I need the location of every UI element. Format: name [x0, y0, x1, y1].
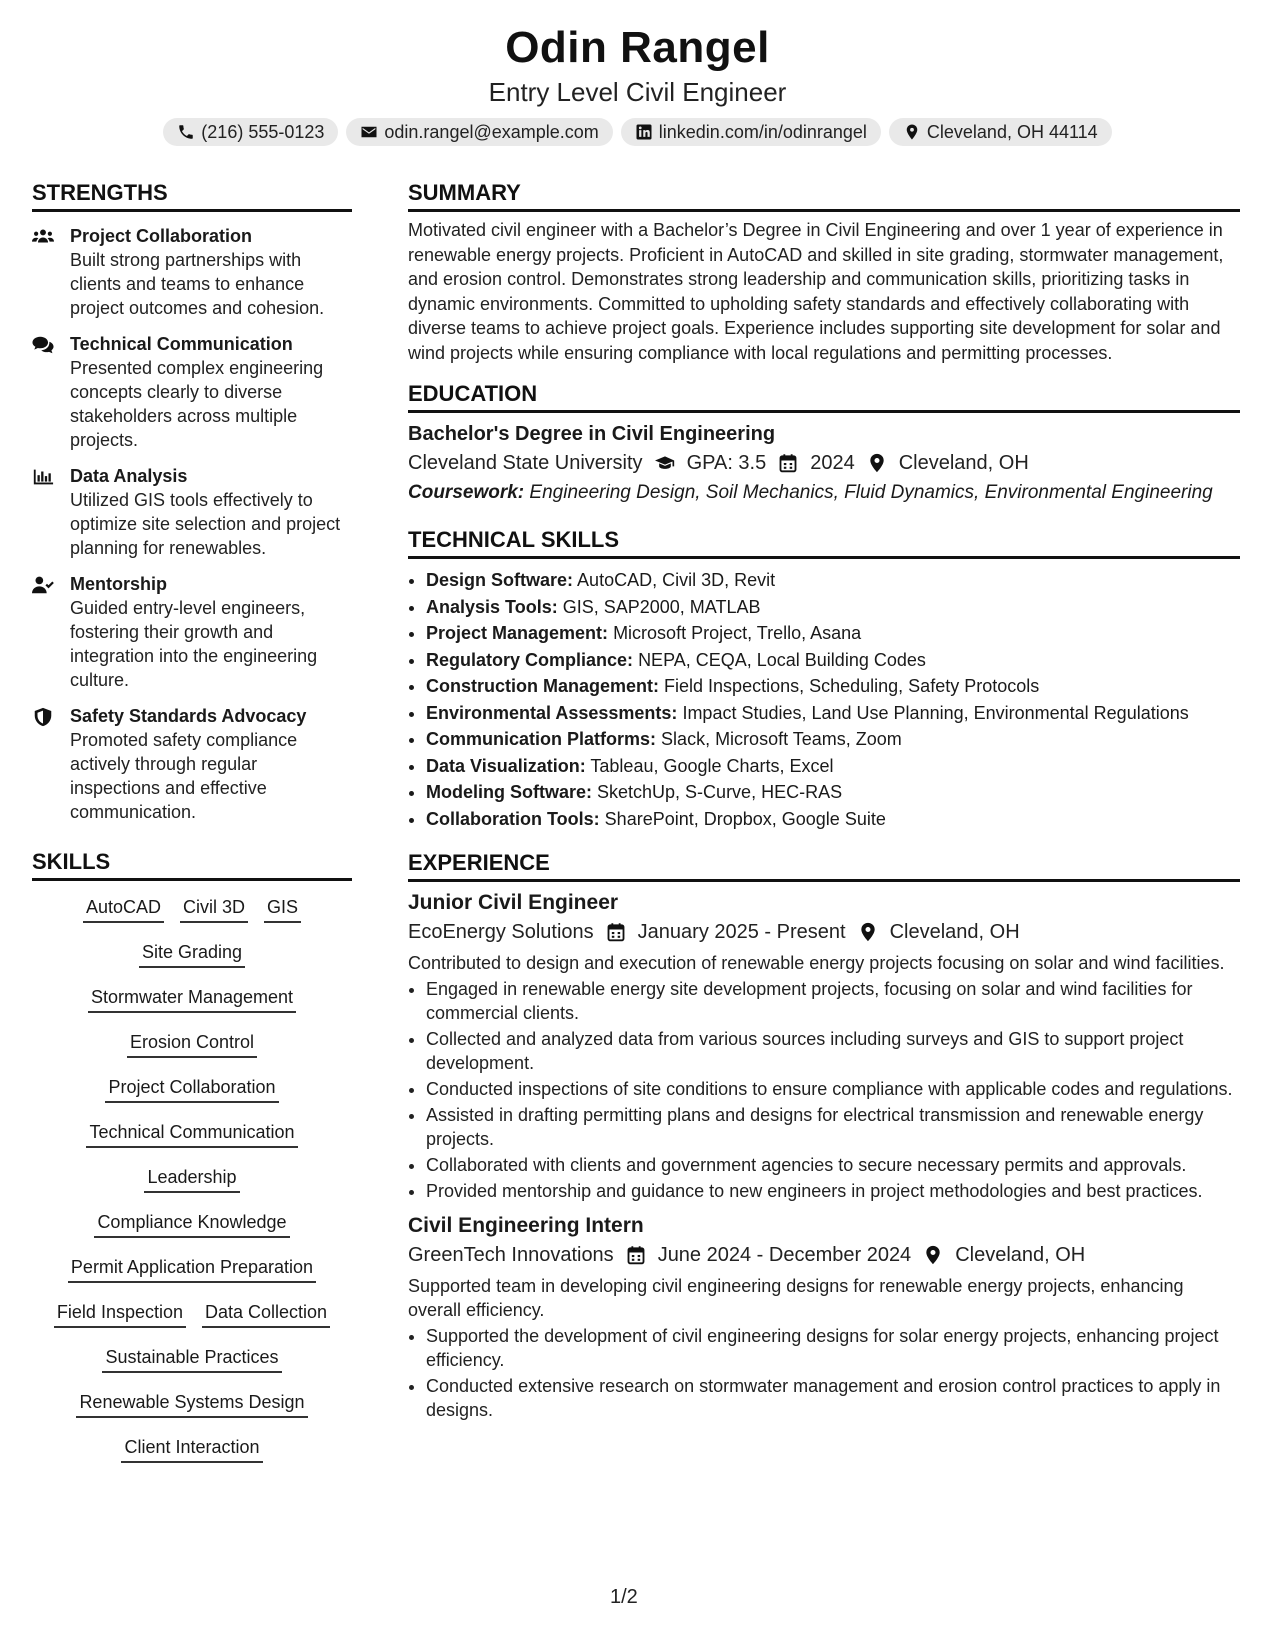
contact-phone[interactable]	[163, 118, 338, 146]
skill-category: Collaboration Tools:	[426, 808, 600, 829]
graduation-cap-icon	[655, 453, 675, 473]
list-item: • Conducted inspections of site conditions to ensure compliance with applicable codes and regulations.	[426, 1077, 1240, 1101]
calendar-icon	[606, 922, 626, 942]
skill-values: SharePoint, Dropbox, Google Suite	[604, 808, 886, 829]
skill-tag: Site Grading	[139, 940, 245, 968]
strengths-heading: STRENGTHS	[32, 178, 352, 212]
job-title: Junior Civil Engineer	[408, 891, 619, 914]
education-meta	[408, 449, 1240, 477]
skills-line	[32, 1435, 352, 1480]
list-item: • Collected and analyzed data from various sources including surveys and GIS to support project development.	[426, 1027, 1240, 1075]
candidate-title: Entry Level Civil Engineer	[488, 77, 787, 107]
skill-tag: GIS	[264, 895, 301, 923]
shield-icon	[32, 705, 70, 824]
right-column	[408, 178, 1240, 1424]
list-item	[426, 647, 1240, 674]
list-item: • Assisted in drafting permitting plans and designs for electrical transmission and renewable energy projects.	[426, 1103, 1240, 1151]
skill-category: Communication Platforms:	[426, 729, 657, 749]
map-pin-icon	[867, 453, 887, 473]
strength-item	[32, 333, 352, 452]
skills-line	[32, 1120, 352, 1165]
calendar-icon	[626, 1245, 646, 1265]
strength-item	[32, 705, 352, 824]
list-item: • Conducted extensive research on stormwater management and erosion control practices to apply in designs.	[426, 1374, 1240, 1422]
skill-tag: Project Collaboration	[105, 1075, 278, 1103]
contact-linkedin-text: linkedin.com/in/odinrangel	[658, 122, 867, 142]
skills-line	[32, 1300, 352, 1345]
skills-line	[32, 985, 352, 1030]
strength-title: Data Analysis	[70, 466, 188, 486]
skills-line	[32, 1075, 352, 1120]
skill-category: Project Management:	[426, 623, 609, 643]
school-location: Cleveland, OH	[898, 452, 1029, 474]
resume-header	[0, 0, 1275, 146]
skill-tag: Field Inspection	[54, 1300, 186, 1328]
list-item: • Supported the development of civil engineering designs for solar energy projects, enhancing project efficiency.	[426, 1324, 1240, 1372]
coursework	[408, 481, 1240, 505]
contact-location[interactable]	[889, 118, 1112, 146]
experience-heading: EXPERIENCE	[408, 848, 1240, 882]
strength-title: Project Collaboration	[70, 226, 253, 246]
skill-category: Regulatory Compliance:	[426, 649, 634, 670]
skill-tag: Compliance Knowledge	[94, 1210, 289, 1238]
summary-text: Motivated civil engineer with a Bachelor’s Degree in Civil Engineering and over 1 year of experience in renewable energy projects. Proficient in AutoCAD and skilled in site grading, stormwater management, and erosion control. Demonstrates strong leadership and communication skills, prioritizing tasks in dynamic environments. Committed to upholding safety standards and effectively collaborating with diverse teams to achieve project goals. Experience includes supporting site development for solar and wind projects while ensuring compliance with local regulations and permitting processes.	[408, 220, 1224, 363]
skill-tag: Erosion Control	[127, 1030, 257, 1058]
skill-tag: Client Interaction	[121, 1435, 262, 1463]
skill-category: Data Visualization:	[426, 755, 586, 776]
map-pin-icon	[923, 1245, 943, 1265]
skill-values: Impact Studies, Land Use Planning, Environmental Regulations	[682, 702, 1189, 723]
strength-title: Mentorship	[70, 574, 167, 594]
list-item: • Provided mentorship and guidance to new engineers in project methodologies and best practices.	[426, 1179, 1240, 1203]
summary-heading: SUMMARY	[408, 178, 1240, 212]
page-number: 1/2	[610, 1586, 638, 1608]
skills-line	[32, 1030, 352, 1075]
job-entry	[408, 1213, 1240, 1422]
skill-values: Tableau, Google Charts, Excel	[590, 755, 834, 776]
skills-line	[32, 940, 352, 985]
skill-tag: AutoCAD	[83, 895, 164, 923]
strength-description: Promoted safety compliance actively through regular inspections and effective communication.	[70, 730, 298, 822]
skills-line	[32, 895, 352, 940]
strength-item	[32, 225, 352, 320]
skill-category: Environmental Assessments:	[426, 702, 678, 723]
skill-category: Design Software:	[426, 570, 574, 590]
strength-description: Built strong partnerships with clients and teams to enhance project outcomes and cohesion.	[70, 250, 325, 318]
degree-title: Bachelor's Degree in Civil Engineering	[408, 423, 776, 445]
skill-values: Field Inspections, Scheduling, Safety Protocols	[664, 676, 1040, 696]
job-dates: January 2025 - Present	[637, 921, 846, 943]
job-bullets	[408, 1324, 1240, 1422]
education-heading: EDUCATION	[408, 379, 1240, 413]
skill-tag: Data Collection	[202, 1300, 330, 1328]
envelope-icon	[360, 123, 378, 141]
linkedin-icon	[635, 123, 653, 141]
skill-values: Slack, Microsoft Teams, Zoom	[661, 729, 902, 749]
job-title: Civil Engineering Intern	[408, 1214, 644, 1237]
contact-phone-text: (216) 555-0123	[201, 122, 325, 142]
list-item	[426, 753, 1240, 780]
strength-description: Guided entry-level engineers, fostering their growth and integration into the engineering culture.	[70, 598, 318, 690]
strength-title: Safety Standards Advocacy	[70, 706, 307, 726]
skill-tag: Permit Application Preparation	[68, 1255, 316, 1283]
skill-values: GIS, SAP2000, MATLAB	[562, 596, 761, 617]
contact-email[interactable]	[346, 118, 612, 146]
graduation-year: 2024	[810, 452, 855, 474]
list-item	[426, 620, 1240, 647]
skill-tag: Stormwater Management	[88, 985, 296, 1013]
map-pin-icon	[903, 123, 921, 141]
skills-line	[32, 1165, 352, 1210]
skills-cloud	[32, 895, 352, 1480]
calendar-icon	[778, 453, 798, 473]
list-item	[426, 567, 1240, 594]
list-item	[426, 779, 1240, 806]
school-name: Cleveland State University	[408, 452, 643, 474]
list-item: • Collaborated with clients and government agencies to secure necessary permits and approvals.	[426, 1153, 1240, 1177]
phone-icon	[177, 123, 195, 141]
strength-title: Technical Communication	[70, 334, 293, 354]
skill-values: NEPA, CEQA, Local Building Codes	[638, 649, 926, 670]
job-entry	[408, 890, 1240, 1203]
skills-line	[32, 1255, 352, 1300]
job-meta	[408, 1241, 1240, 1269]
skills-heading: SKILLS	[32, 847, 352, 881]
skill-category: Analysis Tools:	[426, 596, 558, 617]
coursework-label: Coursework:	[408, 482, 525, 503]
job-location: Cleveland, OH	[889, 921, 1020, 943]
list-item	[426, 594, 1240, 621]
skill-category: Construction Management:	[426, 676, 660, 696]
skill-values: AutoCAD, Civil 3D, Revit	[577, 570, 776, 590]
coursework-list: Engineering Design, Soil Mechanics, Fluid Dynamics, Environmental Engineering	[529, 482, 1213, 503]
skills-line	[32, 1210, 352, 1255]
left-column	[32, 178, 352, 1480]
list-item	[426, 726, 1240, 753]
map-pin-icon	[858, 922, 878, 942]
skill-tag: Technical Communication	[86, 1120, 297, 1148]
skill-tag: Civil 3D	[180, 895, 248, 923]
skill-tag: Leadership	[144, 1165, 239, 1193]
job-description: Supported team in developing civil engineering designs for renewable energy projects, enhancing overall efficiency.	[408, 1276, 1184, 1320]
company-name: EcoEnergy Solutions	[408, 921, 594, 943]
candidate-name: Odin Rangel	[505, 23, 770, 72]
strength-item	[32, 573, 352, 692]
list-item	[426, 806, 1240, 833]
contact-linkedin[interactable]	[621, 118, 881, 146]
strength-item	[32, 465, 352, 560]
contact-email-text: odin.rangel@example.com	[384, 122, 599, 142]
company-name: GreenTech Innovations	[408, 1244, 614, 1266]
skill-values: SketchUp, S-Curve, HEC-RAS	[597, 782, 843, 802]
gpa: GPA: 3.5	[686, 452, 767, 474]
technical-skills-list	[408, 567, 1240, 832]
job-meta	[408, 918, 1240, 946]
strength-description: Utilized GIS tools effectively to optimize site selection and project planning for renewables.	[70, 490, 341, 558]
skill-tag: Renewable Systems Design	[76, 1390, 307, 1418]
contact-location-text: Cleveland, OH 44114	[926, 122, 1098, 142]
job-location: Cleveland, OH	[955, 1244, 1086, 1266]
list-item	[426, 673, 1240, 700]
skill-category: Modeling Software:	[426, 782, 592, 802]
skills-line	[32, 1390, 352, 1435]
bar-chart-icon	[32, 465, 70, 560]
user-check-icon	[32, 573, 70, 692]
comments-icon	[32, 333, 70, 452]
contact-bar	[0, 118, 1275, 146]
skills-line	[32, 1345, 352, 1390]
list-item: • Engaged in renewable energy site development projects, focusing on solar and wind facilities for commercial clients.	[426, 977, 1240, 1025]
job-description: Contributed to design and execution of renewable energy projects focusing on solar and wind facilities.	[408, 953, 1225, 973]
strength-description: Presented complex engineering concepts clearly to diverse stakeholders across multiple projects.	[70, 358, 324, 450]
job-dates: June 2024 - December 2024	[657, 1244, 912, 1266]
skill-values: Microsoft Project, Trello, Asana	[613, 623, 862, 643]
job-bullets	[408, 977, 1240, 1203]
list-item	[426, 700, 1240, 727]
users-icon	[32, 225, 70, 320]
technical-skills-heading: TECHNICAL SKILLS	[408, 525, 1240, 559]
skill-tag: Sustainable Practices	[102, 1345, 281, 1373]
